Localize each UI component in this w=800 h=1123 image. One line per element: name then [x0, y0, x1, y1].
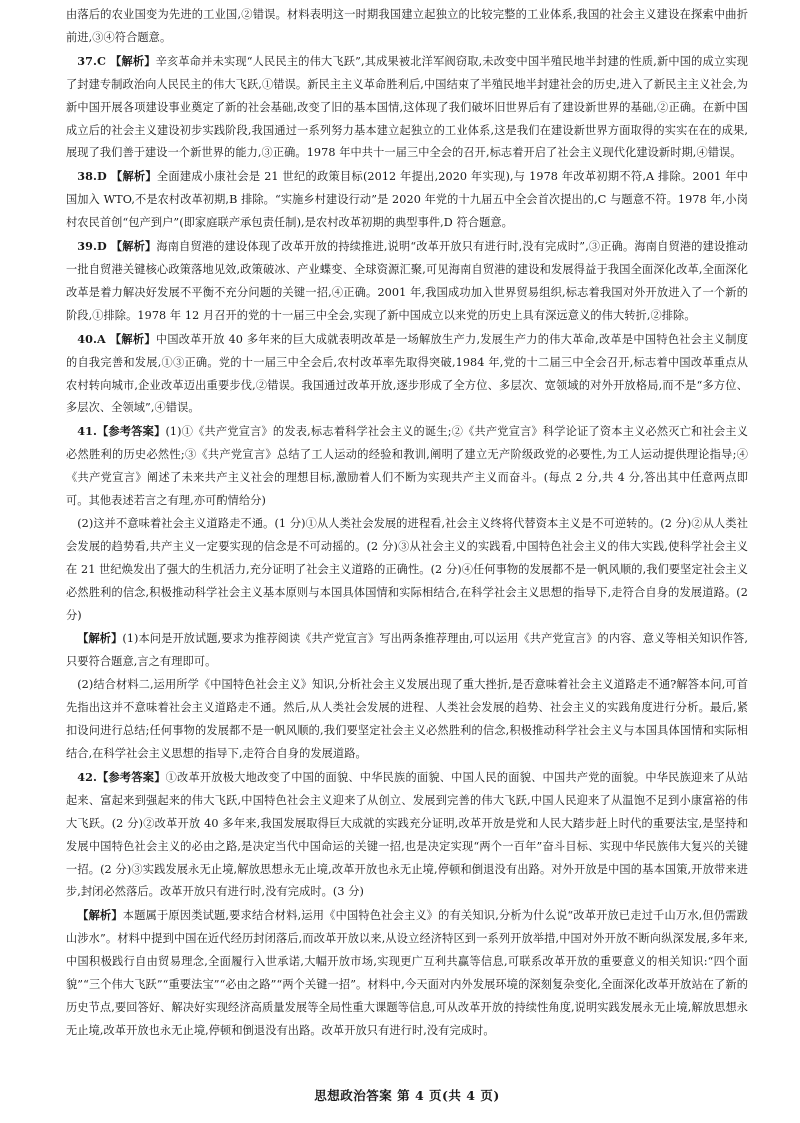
paragraph-text: (1)本问是开放试题,要求为推荐阅读《共产党宣言》写出两条推荐理由,可以运用《共产党宣言》的内容、意义等相关知识作答,只要符合题意,言之有理即可。 — [66, 632, 748, 669]
paragraph-q42-analysis — [66, 904, 748, 1042]
paragraph-label: 【解析】 — [109, 331, 156, 346]
paragraph-q41-analysis — [66, 627, 748, 674]
paragraph-text: (1)①《共产党宣言》的发表,标志着科学社会主义的诞生;②《共产党宣言》科学论证了资本主义必然灭亡和社会主义必然胜利的历史必然性;③《共产党宣言》总结了工人运动的经验和教训,阐明了建立无产阶级政党的必要性,为工人运动提供理论指导;④《共产党宣言》阐述了未来共产主义社会的理想目标,激励着人们不断为实现共产主义而奋斗。(每点 2 分,共 4 分,答出其中任意两点即可。其他表述若言之有理,亦可酌情给分) — [66, 425, 748, 508]
paragraph-label: 40.A — [77, 331, 110, 346]
paragraph-text: (2)这并不意味着社会主义道路走不通。(1 分)①从人类社会发展的进程看,社会主义终将代替资本主义是不可逆转的。(2 分)②从人类社会发展的趋势看,共产主义一定要实现的信念是不可动摇的。(2 分)③从社会主义的实践看,中国特色社会主义的伟大实践,使科学社会主义在 21 世纪焕发出了强大的生机活力,充分证明了社会主义道路的正确性。(2 分)④任何事物的发展都不是一帆风顺的,我们要坚定社会主义必然胜利的信念,积极推动科学社会主义基本原则与本国具体国情和实际相结合,在科学社会主义思想的指导下,走符合自身的发展道路。(2 分) — [66, 516, 748, 622]
paragraph-text: (2)结合材料二,运用所学《中国特色社会主义》知识,分析社会主义发展出现了重大挫折,是否意味着社会主义道路走不通?解答本问,可首先指出这并不意味着社会主义道路走不通。然后,从人类社会发展的进程、人类社会发展的趋势、社会主义的实践角度进行分析。最后,紧扣设问进行总结;任何事物的发展都不是一帆风顺的,我们要坚定社会主义必然胜利的信念,积极推动科学社会主义与本国具体国情和实际相结合,在科学社会主义思想的指导下,走符合自身的发展道路。 — [66, 678, 748, 760]
paragraph-label: 42. — [77, 769, 97, 784]
paragraph-label: 37.C — [77, 53, 111, 68]
paragraph-text: ①改革开放极大地改变了中国的面貌、中华民族的面貌、中国人民的面貌、中国共产党的面貌。中华民族迎来了从站起来、富起来到强起来的伟大飞跃,中国特色社会主义迎来了从创立、发展到完善的伟大飞跃,中国人民迎来了从温饱不足到小康富裕的伟大飞跃。(2 分)②改革开放 40 多年来,我国发展取得巨大成就的实践充分证明,改革开放是党和人民大踏步赶上时代的重要法宝,是坚持和发展中国特色社会主义的必由之路,是决定当代中国命运的关键一招,也是决定实现“两个一百年”奋斗目标、实现中华民族伟大复兴的关键一招。(2 分)③实践发展永无止境,解放思想永无止境,改革开放也永无止境,停顿和倒退没有出路。对外开放是中国的基本国策,开放带来进步,封闭必然落后。改革开放只有进行时,没有完成时。(3 分) — [66, 770, 748, 899]
paragraph-q41-2 — [66, 513, 748, 628]
paragraph-label: 【解析】 — [110, 239, 157, 254]
paragraph-q40 — [66, 328, 748, 421]
paragraph-label: 【解析】 — [77, 908, 123, 923]
paragraph-q38 — [66, 165, 748, 235]
paragraph-text: 由落后的农业国变为先进的工业国,②错误。材料表明这一时期我国建立起独立的比较完整的工业体系,我国的社会主义建设在探索中曲折前进,③④符合题意。 — [66, 8, 748, 44]
paragraph-label: 【参考答案】 — [96, 424, 166, 439]
paragraph-label: 【参考答案】 — [96, 769, 166, 784]
paragraph-q41 — [66, 420, 748, 513]
paragraph-q41-analysis-2 — [66, 674, 748, 766]
page-footer: 思想政治答案 第 4 页(共 4 页) — [314, 1088, 500, 1103]
paragraph-label: 【解析】 — [110, 169, 157, 184]
paragraph-label: 39.D — [77, 239, 111, 254]
paragraph-p-cont — [66, 4, 748, 50]
paragraph-label: 41. — [77, 424, 97, 439]
paragraph-text: 海南自贸港的建设体现了改革开放的持续推进,说明“改革开放只有进行时,没有完成时”,③正确。海南自贸港的建设推动一批自贸港关键核心政策落地见效,政策破冰、产业蝶变、全球资源汇聚,可见海南自贸港的建设和发展得益于我国全面深化改革,全面深化改革是着力解决好发展不平衡不充分问题的关键一招,④正确。2001 年,我国成功加入世界贸易组织,标志着我国对外开放进入了一个新的阶段,①排除。1978 年 12 月召开的党的十一届三中全会,实现了新中国成立以来党的历史上具有深远意义的伟大转折,②排除。 — [66, 240, 748, 322]
answer-page — [66, 0, 748, 1123]
paragraph-q39 — [66, 235, 748, 328]
paragraph-label: 38.D — [77, 169, 111, 184]
answer-content — [66, 4, 748, 1043]
paragraph-q37 — [66, 50, 748, 166]
paragraph-label: 【解析】 — [110, 53, 156, 68]
paragraph-text: 中国改革开放 40 多年来的巨大成就表明改革是一场解放生产力,发展生产力的伟大革命,改革是中国特色社会主义制度的自我完善和发展,①③正确。党的十一届三中全会后,农村改革率先取得突破,1984 年,党的十二届三中全会召开,标志着中国改革重点从农村转向城市,企业改革迈出重要步伐,②错误。我国通过改革开放,逐步形成了全方位、多层次、宽领域的对外开放格局,而不是“多方位、多层次、全领域”,④错误。 — [66, 332, 748, 415]
paragraph-label: 【解析】 — [77, 631, 123, 646]
paragraph-q42 — [66, 766, 748, 904]
paragraph-text: 全面建成小康社会是 21 世纪的政策目标(2012 年提出,2020 年实现),与 1978 年改革初期不符,A 排除。2001 年中国加入 WTO,不是农村改革初期,B 排除。“实施乡村建设行动”是 2020 年党的十九届五中全会首次提出的,C 与题意不符。1978 年,小岗村农民首创“包产到户”(即家庭联产承包责任制),是农村改革初期的典型事件,D 符合题意。 — [66, 170, 748, 230]
paragraph-text: 辛亥革命并未实现“人民民主的伟大飞跃”,其成果被北洋军阀窃取,未改变中国半殖民地半封建的性质,新中国的成立实现了封建专制政治向人民民主的伟大飞跃,①错误。新民主主义革命胜利后,中国结束了半殖民地半封建社会的历史,进入了新民主主义社会,为新中国开展各项建设事业奠定了新的社会基础,改变了旧的基本国情,这体现了我们破坏旧世界后有了建设新世界的基础,②正确。在新中国成立后的社会主义建设初步实践阶段,我国通过一系列努力基本建立起独立的工业体系,这是我们在建设新世界方面取得的实实在在的成果,展现了我们善于建设一个新世界的能力,③正确。1978 年中共十一届三中全会的召开,标志着开启了社会主义现代化建设新时期,④错误。 — [66, 54, 748, 160]
paragraph-text: 本题属于原因类试题,要求结合材料,运用《中国特色社会主义》的有关知识,分析为什么说“改革开放已走过千山万水,但仍需跋山涉水”。材料中提到中国在近代经历封闭落后,而改革开放以来,从设立经济特区到一系列开放举措,中国对外开放不断向纵深发展,多年来,中国积极践行自由贸易理念,全面履行入世承诺,大幅开放市场,实现更广互利共赢等信息,可联系改革开放的重要意义的相关知识:“四个面貌”“三个伟大飞跃”“重要法宝”“必由之路”“两个关键一招”。材料中,今天面对内外发展环境的深刻复杂变化,全面深化改革开放站在了新的历史节点,要回答好、解决好实现经济高质量发展等全局性重大课题等信息,可从改革开放的持续性角度,说明实践发展永无止境,解放思想永无止境,改革开放也永无止境,停顿和倒退没有出路。改革开放只有进行时,没有完成时。 — [66, 909, 748, 1037]
